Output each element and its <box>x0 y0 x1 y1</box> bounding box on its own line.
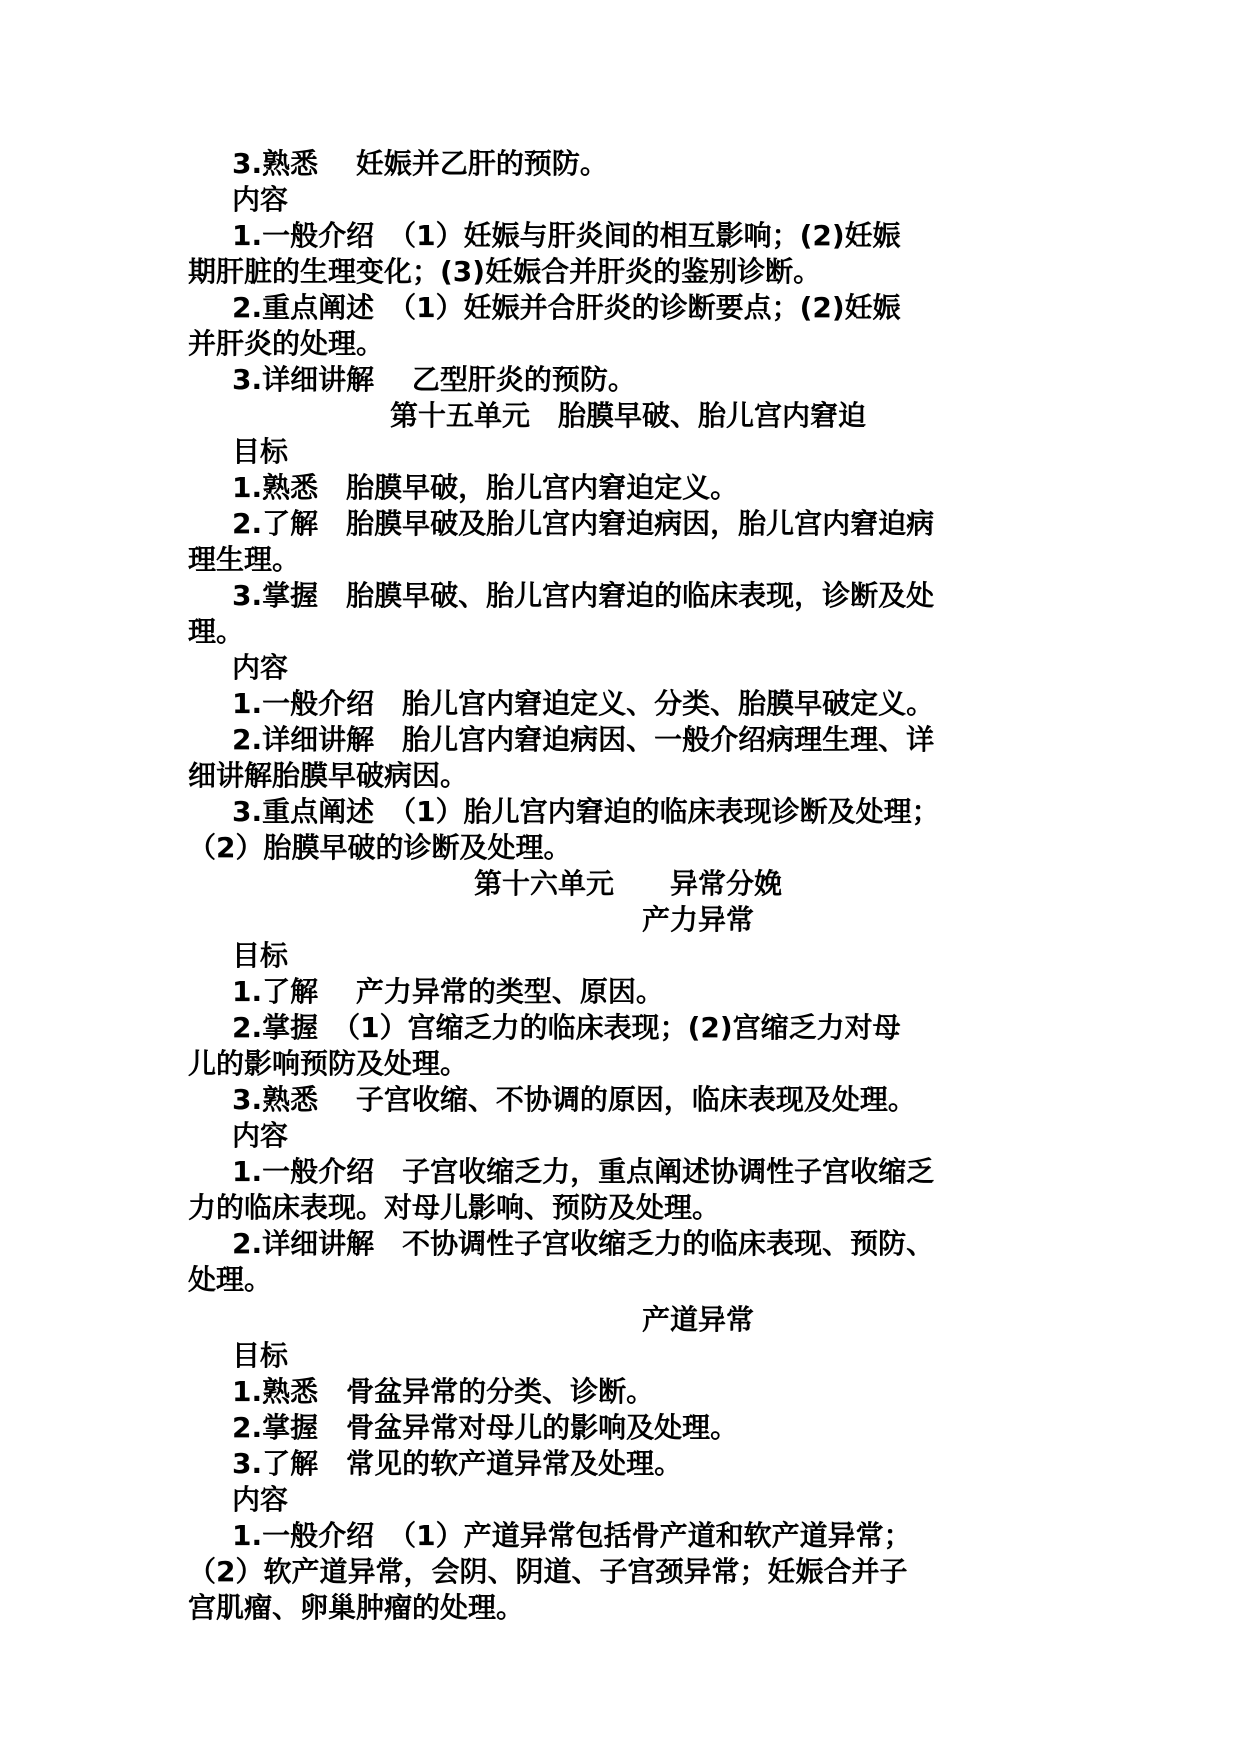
text-line: 1.了解 产力异常的类型、原因。 <box>232 975 664 1008</box>
section-heading: 目标 <box>232 1339 289 1372</box>
text-line: 并肝炎的处理。 <box>188 327 385 360</box>
text-line: 2.掌握 骨盆异常对母儿的影响及处理。 <box>232 1411 739 1444</box>
subsection-title: 产力异常 <box>641 903 754 936</box>
text-line: （2）胎膜早破的诊断及处理。 <box>188 831 572 864</box>
text-line: 3.了解 常见的软产道异常及处理。 <box>232 1447 683 1480</box>
text-line: 2.详细讲解 胎儿宫内窘迫病因、一般介绍病理生理、详 <box>232 723 935 756</box>
section-heading: 目标 <box>232 939 289 972</box>
text-line: 3.熟悉 妊娠并乙肝的预防。 <box>232 147 608 180</box>
section-heading: 目标 <box>232 435 289 468</box>
text-line: 2.详细讲解 不协调性子宫收缩乏力的临床表现、预防、 <box>232 1227 935 1260</box>
document-body <box>188 146 1068 1626</box>
section-heading: 内容 <box>232 651 289 684</box>
unit-title: 第十六单元 异常分娩 <box>473 867 782 900</box>
text-line: 1.一般介绍 （1）妊娠与肝炎间的相互影响；(2)妊娠 <box>232 219 901 252</box>
text-line: 1.熟悉 胎膜早破，胎儿宫内窘迫定义。 <box>232 471 739 504</box>
text-line: 3.掌握 胎膜早破、胎儿宫内窘迫的临床表现，诊断及处 <box>232 579 935 612</box>
text-line: 期肝脏的生理变化；(3)妊娠合并肝炎的鉴别诊断。 <box>188 255 822 288</box>
text-line: 2.重点阐述 （1）妊娠并合肝炎的诊断要点；(2)妊娠 <box>232 291 901 324</box>
text-line: 1.一般介绍 胎儿宫内窘迫定义、分类、胎膜早破定义。 <box>232 687 935 720</box>
text-line: 3.详细讲解 乙型肝炎的预防。 <box>232 363 636 396</box>
text-line: 处理。 <box>188 1263 273 1296</box>
text-line: 理。 <box>188 615 245 648</box>
section-heading: 内容 <box>232 183 289 216</box>
text-line: 宫肌瘤、卵巢肿瘤的处理。 <box>188 1591 525 1624</box>
text-line: 2.掌握 （1）宫缩乏力的临床表现；(2)宫缩乏力对母 <box>232 1011 901 1044</box>
text-line: 细讲解胎膜早破病因。 <box>188 759 469 792</box>
text-line: 理生理。 <box>188 543 301 576</box>
text-line: 1.一般介绍 （1）产道异常包括骨产道和软产道异常； <box>232 1519 912 1552</box>
subsection-title: 产道异常 <box>641 1303 754 1336</box>
text-line: （2）软产道异常，会阴、阴道、子宫颈异常；妊娠合并子 <box>188 1555 908 1588</box>
text-line: 1.熟悉 骨盆异常的分类、诊断。 <box>232 1375 655 1408</box>
text-line: 3.重点阐述 （1）胎儿宫内窘迫的临床表现诊断及处理； <box>232 795 940 828</box>
text-line: 3.熟悉 子宫收缩、不协调的原因，临床表现及处理。 <box>232 1083 916 1116</box>
text-line: 2.了解 胎膜早破及胎儿宫内窘迫病因，胎儿宫内窘迫病 <box>232 507 935 540</box>
text-line: 1.一般介绍 子宫收缩乏力，重点阐述协调性子宫收缩乏 <box>232 1155 935 1188</box>
section-heading: 内容 <box>232 1483 289 1516</box>
section-heading: 内容 <box>232 1119 289 1152</box>
text-line: 儿的影响预防及处理。 <box>188 1047 469 1080</box>
unit-title: 第十五单元 胎膜早破、胎儿宫内窘迫 <box>389 399 866 432</box>
text-line: 力的临床表现。对母儿影响、预防及处理。 <box>188 1191 721 1224</box>
